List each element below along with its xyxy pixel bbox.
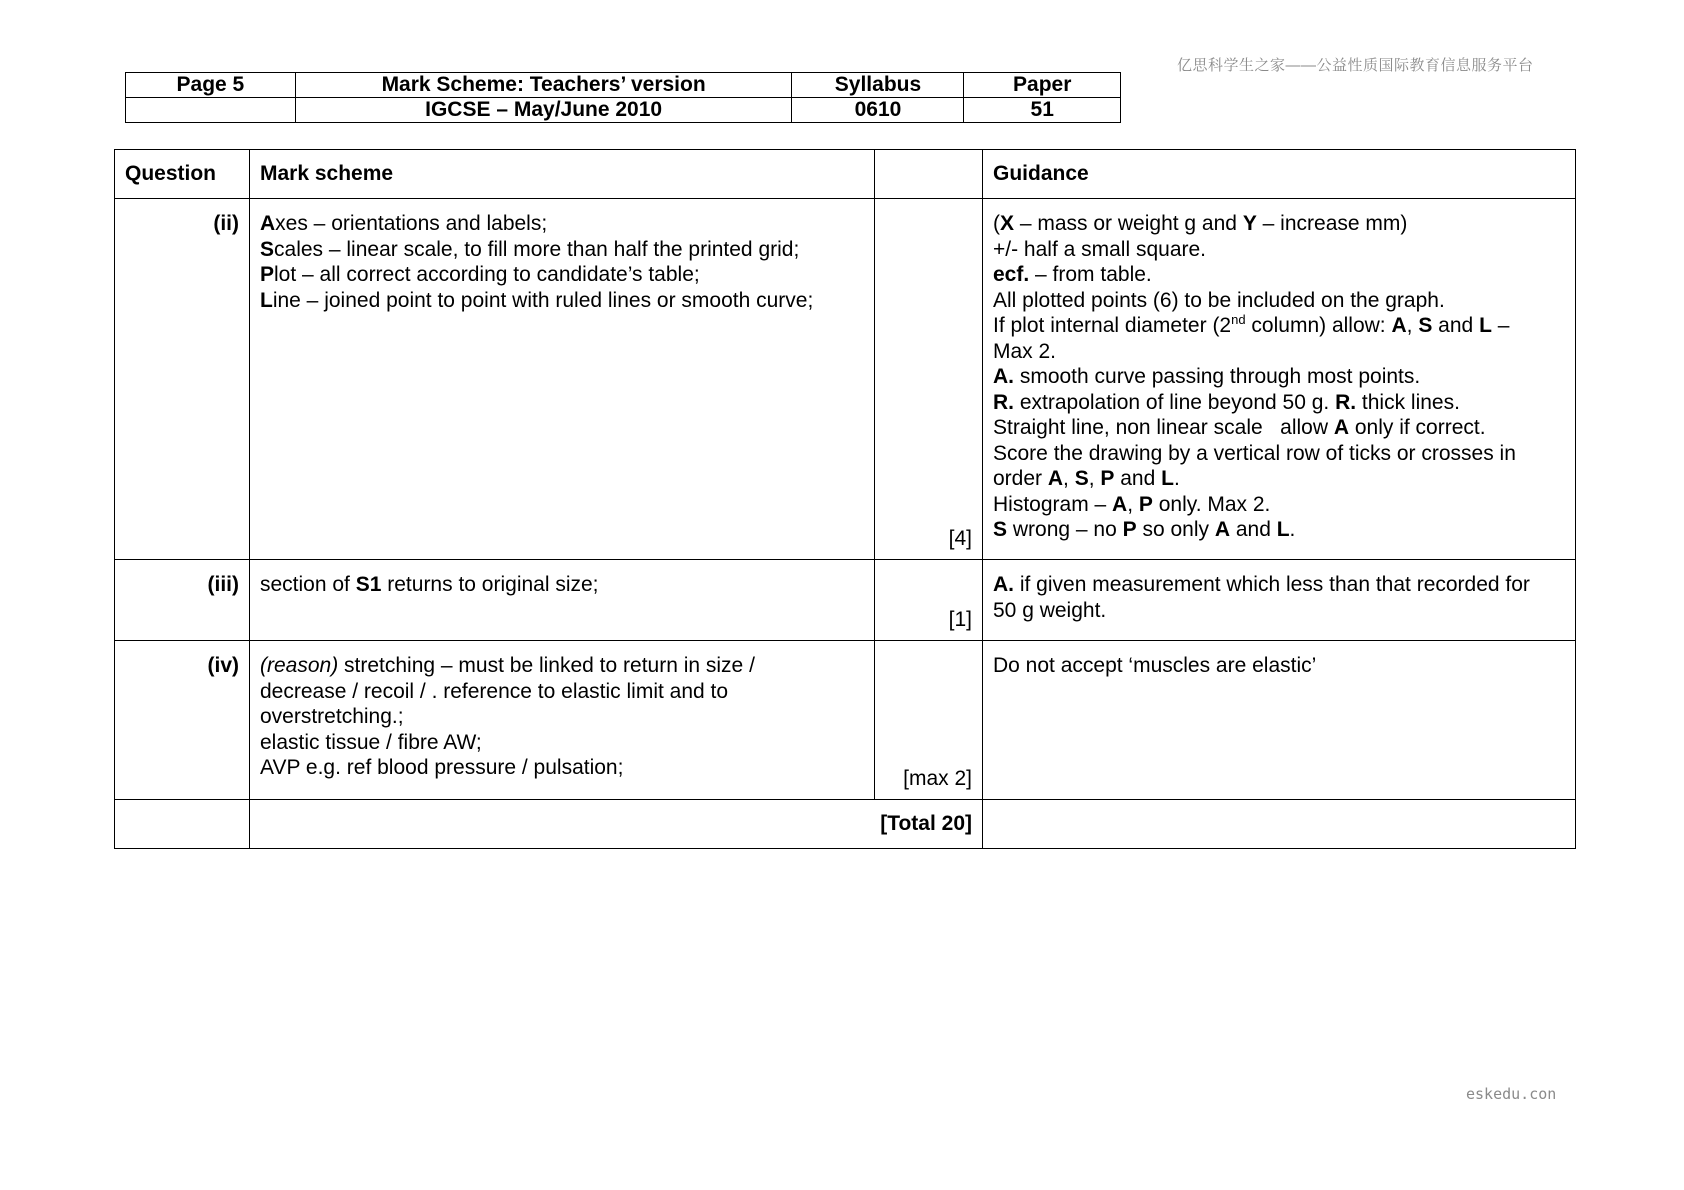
marks-value: [1] [875, 560, 983, 641]
exam-session: IGCSE – May/June 2010 [295, 98, 792, 123]
paper-number: 51 [964, 98, 1121, 123]
scheme-line: Axes – orientations and labels; [260, 212, 548, 235]
scheme-line: section of S1 returns to original size; [260, 573, 599, 596]
mark-scheme-cell [250, 641, 875, 800]
guidance-line: Max 2. [993, 339, 1057, 363]
scheme-line: Plot – all correct according to candidate’s table; [260, 263, 700, 286]
scheme-line: decrease / recoil / . reference to elastic limit and to [260, 679, 729, 703]
table-row [115, 641, 1576, 800]
guidance-line: If plot internal diameter (2nd column) allow: A, S and L – [993, 312, 1510, 337]
scheme-line: overstretching.; [260, 705, 404, 728]
column-header-marks [875, 150, 983, 199]
table-row [115, 199, 1576, 560]
total-guidance-empty [983, 800, 1576, 849]
mark-scheme-cell [250, 199, 875, 560]
total-row [115, 800, 1576, 849]
scheme-line: elastic tissue / fibre AW; [260, 730, 482, 754]
watermark-bottom: eskedu.con [1466, 1085, 1557, 1103]
table-header-row [115, 150, 1576, 199]
scheme-line: Line – joined point to point with ruled lines or smooth curve; [260, 288, 814, 312]
header-row-1 [126, 73, 1121, 98]
header-row-2 [126, 98, 1121, 123]
guidance-line: 50 g weight. [993, 598, 1107, 622]
guidance-line: Straight line, non linear scale allow A only if correct. [993, 416, 1486, 439]
guidance-line: order A, S, P and L. [993, 467, 1180, 490]
guidance-line: Score the drawing by a vertical row of ticks or crosses in [993, 441, 1516, 465]
guidance-cell [983, 199, 1576, 560]
scheme-line: AVP e.g. ref blood pressure / pulsation; [260, 756, 624, 779]
header-empty-cell [126, 98, 296, 123]
guidance-line: Histogram – A, P only. Max 2. [993, 492, 1271, 516]
guidance-line: S wrong – no P so only A and L. [993, 518, 1296, 541]
syllabus-label: Syllabus [792, 73, 964, 98]
marks-value: [4] [875, 199, 983, 560]
watermark-top: 亿思科学生之家——公益性质国际教育信息服务平台 [1177, 57, 1534, 74]
guidance-line: A. if given measurement which less than that recorded for [993, 573, 1530, 596]
question-number: (iii) [115, 560, 250, 641]
guidance-line: R. extrapolation of line beyond 50 g. R. thick lines. [993, 390, 1460, 414]
guidance-line: +/- half a small square. [993, 237, 1207, 261]
total-marks: [Total 20] [250, 800, 983, 849]
guidance-cell [983, 560, 1576, 641]
paper-label: Paper [964, 73, 1121, 98]
total-empty-cell [115, 800, 250, 849]
guidance-line: All plotted points (6) to be included on the graph. [993, 288, 1445, 312]
mark-scheme-cell [250, 560, 875, 641]
guidance-cell [983, 641, 1576, 800]
table-row [115, 560, 1576, 641]
document-title: Mark Scheme: Teachers’ version [295, 73, 792, 98]
guidance-line: ecf. – from table. [993, 263, 1152, 286]
column-header-mark-scheme: Mark scheme [250, 150, 875, 199]
guidance-line: Do not accept ‘muscles are elastic’ [993, 654, 1317, 677]
guidance-line: A. smooth curve passing through most points. [993, 365, 1421, 388]
header-table [125, 72, 1121, 123]
syllabus-code: 0610 [792, 98, 964, 123]
question-number: (iv) [115, 641, 250, 800]
question-number: (ii) [115, 199, 250, 560]
mark-scheme-table [114, 149, 1576, 849]
scheme-line: (reason) stretching – must be linked to return in size / [260, 654, 755, 677]
page-number: Page 5 [126, 73, 296, 98]
marks-value: [max 2] [875, 641, 983, 800]
column-header-question: Question [115, 150, 250, 199]
scheme-line: Scales – linear scale, to fill more than half the printed grid; [260, 237, 800, 261]
guidance-line: (X – mass or weight g and Y – increase mm) [993, 212, 1408, 235]
column-header-guidance: Guidance [983, 150, 1576, 199]
